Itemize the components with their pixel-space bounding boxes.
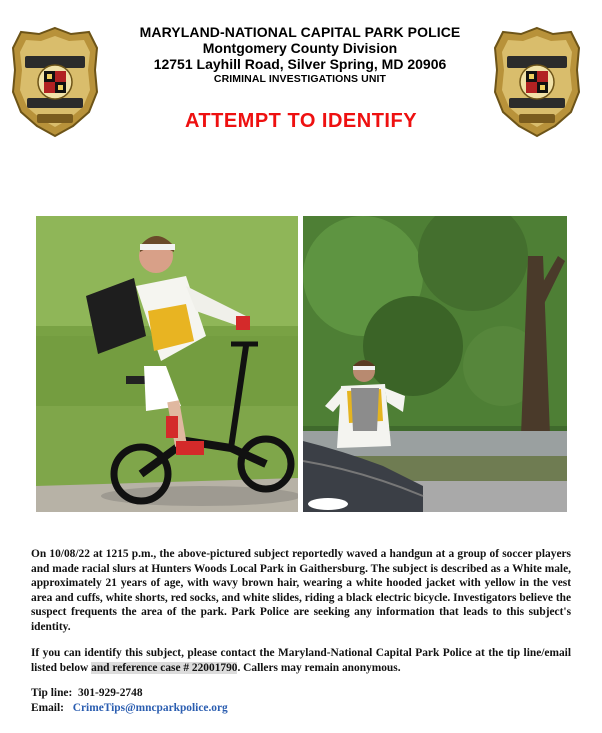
division-name: Montgomery County Division — [202, 40, 398, 56]
agency-name: MARYLAND-NATIONAL CAPITAL PARK POLICE — [139, 24, 461, 40]
agency-header — [110, 24, 490, 86]
contact-instructions-text: If you can identify this subject, please contact the Maryland-National Capital Park Police at the tip line/email listed below — [31, 647, 571, 674]
email-link[interactable]: CrimeTips@mncparkpolice.org — [72, 702, 228, 714]
subject-on-bicycle-photo — [36, 216, 298, 512]
case-reference-highlight: and reference case # 22001790 — [91, 661, 238, 674]
tip-line-number: 301-929-2748 — [77, 687, 143, 699]
agency-address: 12751 Layhill Road, Silver Spring, MD 20906 — [153, 56, 447, 72]
contact-instructions — [31, 646, 571, 675]
anonymous-note: . Callers may remain anonymous. — [237, 661, 401, 674]
unit-name: CRIMINAL INVESTIGATIONS UNIT — [213, 73, 387, 85]
email-label: Email: — [31, 702, 64, 714]
subject-from-behind-photo — [303, 216, 567, 512]
incident-description: On 10/08/22 at 1215 p.m., the above-pictured subject reportedly waved a handgun at a group of soccer players and made racial slurs at Hunters Woods Local Park in Gaithersburg. The subject is described as a White male, approximately 21 years of age, with wavy brown hair, wearing a white hooded jacket with yellow in the vest area and cuffs, white shorts, red socks, and white slides, riding a black electric bicycle. Investigators believe the suspect frequents the area of the park. Park Police are seeking any information that leads to this subject's identity. — [31, 548, 571, 633]
tip-line — [31, 686, 143, 701]
tip-line-label: Tip line: — [31, 687, 73, 699]
tip-email — [31, 701, 228, 716]
alert-title: ATTEMPT TO IDENTIFY — [184, 110, 418, 132]
